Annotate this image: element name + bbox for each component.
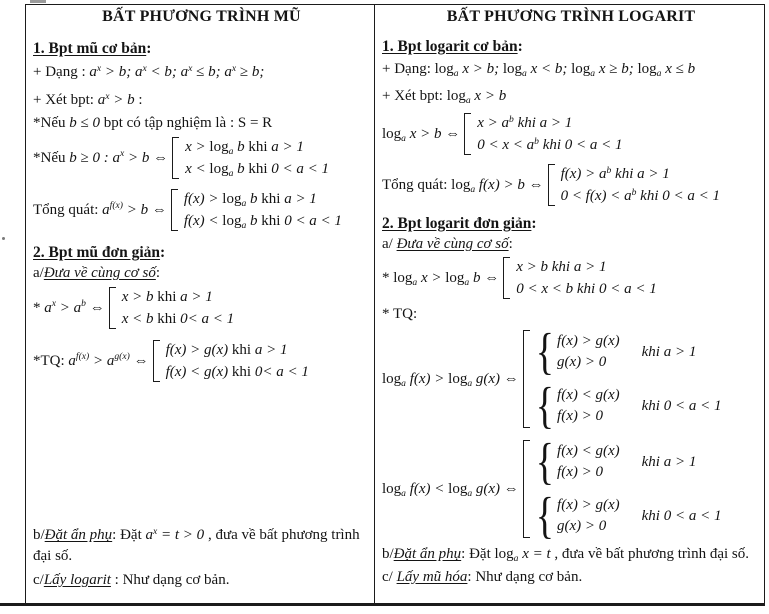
- exp-neu2-math: b ≥ 0 : $a^x > b$ ⇔: [69, 148, 169, 166]
- log-big1-math: $\log_a f(x) > \log_a g(x)$ ⇔: [382, 370, 519, 389]
- log-tq-pre: Tổng quát:: [382, 176, 452, 193]
- exp-samebase-rows: [122, 286, 234, 330]
- case-row: f(x) < g(x): [557, 387, 620, 403]
- exponential-column-title: BẤT PHƯƠNG TRÌNH MŨ: [102, 8, 301, 25]
- cases-bracket: [172, 137, 179, 179]
- log-basic-math: $\log_a x > b$ ⇔: [382, 125, 461, 144]
- exp-method-a-label: Đưa về cùng cơ số: [43, 265, 156, 281]
- page-bottom-rule: [0, 603, 765, 606]
- condition-group: [535, 377, 722, 435]
- exp-forms-label: + Dạng :: [33, 64, 90, 80]
- exponential-column: [26, 5, 375, 604]
- case-row: f(x) > 0: [557, 408, 603, 424]
- exp-method-b-tail: , đưa về bất phương trình đại số.: [33, 527, 360, 564]
- exp-section2-heading: [33, 242, 370, 263]
- log-big1-groups: [535, 323, 722, 435]
- exp-method-b-label: Đặt ẩn phụ: [44, 527, 113, 543]
- condition-label: khi 0 < a < 1: [641, 397, 722, 414]
- exp-basic-cases: [33, 136, 370, 180]
- log-big-cases-lt: [382, 433, 760, 545]
- system-brace: {: [535, 323, 555, 381]
- exp-method-c-label: Lấy logarit: [43, 572, 111, 588]
- condition-label: khi 0 < a < 1: [641, 507, 722, 524]
- case-row: g(x) > 0: [557, 518, 607, 534]
- log-forms-label: + Dạng:: [382, 61, 435, 77]
- exp-neu2-pre: *Nếu: [33, 149, 70, 166]
- exp-basic-cases-rows: [185, 136, 329, 180]
- case-row: f(x) > g(x): [557, 333, 620, 349]
- log-big2-math: $\log_a f(x) < \log_a g(x)$ ⇔: [382, 480, 519, 499]
- exp-neu1-pre: *Nếu: [33, 115, 70, 131]
- cases-bracket: [523, 440, 530, 538]
- log-section2-heading-colon: :: [531, 215, 537, 232]
- exp-tq2-pre: *TQ:: [33, 352, 69, 369]
- case-row: f(x) > g(x) khi a > 1: [165, 342, 288, 358]
- condition-group: [535, 323, 722, 381]
- exp-method-c-line: [33, 570, 370, 591]
- cases-bracket: [109, 287, 116, 329]
- exp-section2-heading-colon: :: [160, 244, 166, 261]
- exp-method-a-line: [33, 263, 370, 284]
- exp-basic-cases-lead: [33, 148, 168, 169]
- exp-method-a-prefix: a/: [33, 265, 44, 281]
- log-method-a-label: Đưa về cùng cơ số: [396, 236, 509, 252]
- exp-forms-math: $a^x > b$; $a^x < b$; $a^x \le b$; $a^x \ge b$;: [89, 62, 265, 80]
- exp-method-b-prefix: b/: [33, 527, 45, 543]
- log-section1-heading: [382, 36, 760, 57]
- log-tq-math: $\log_a f(x) > b$ ⇔: [451, 176, 544, 195]
- log-method-c-label: Lấy mũ hóa: [396, 569, 468, 585]
- inequality-reference-table: [25, 4, 765, 604]
- system-brace: {: [535, 377, 555, 435]
- log-consider-math: $\log_a x > b$: [446, 88, 507, 107]
- log-simple-pre: *: [382, 269, 394, 286]
- condition-group: [535, 433, 722, 491]
- condition-group: [535, 487, 722, 545]
- exp-section2-heading-text: 2. Bpt mũ đơn giản: [33, 244, 161, 261]
- logarithmic-column: [375, 5, 764, 604]
- system-brace: {: [535, 487, 555, 545]
- log-big-cases-gt: [382, 323, 760, 435]
- exp-method-a-colon: :: [155, 265, 160, 281]
- log-general-lead: [382, 175, 544, 196]
- exp-consider-tail: :: [134, 92, 143, 108]
- exp-method-b-math: $a^x = t > 0$: [145, 525, 205, 543]
- exp-method-c-prefix: c/: [33, 572, 44, 588]
- case-row: f(x) > g(x): [557, 497, 620, 513]
- log-forms-line: [382, 59, 760, 80]
- case-row: $f(x) > \log_a b$ khi a > 1: [183, 191, 317, 210]
- log-method-c-line: [382, 567, 760, 588]
- exp-simple-pre: *: [33, 299, 45, 316]
- exp-samebase-cases: [33, 286, 370, 330]
- top-edge-artifact: [30, 0, 46, 3]
- log-method-a-prefix: a/: [382, 236, 397, 252]
- cases-bracket: [523, 330, 530, 428]
- log-section1-heading-colon: :: [517, 38, 523, 55]
- log-section1-heading-text: 1. Bpt logarit cơ bản: [382, 38, 518, 55]
- exp-general-cases-rows: [184, 188, 342, 232]
- exp-samebase-general-cases: [33, 339, 370, 383]
- exp-general-cases: [33, 188, 370, 232]
- exp-case-nonpositive-line: [33, 113, 370, 134]
- log-method-a-line: [382, 234, 760, 255]
- cases-bracket: [503, 257, 510, 299]
- exp-neu1-math: b ≤ 0: [69, 115, 100, 131]
- log-method-b-label: Đặt ẩn phụ: [393, 546, 462, 562]
- cases-bracket: [464, 113, 471, 155]
- exp-method-c-tail: : Như dạng cơ bản.: [110, 572, 230, 588]
- case-row: $f(x) < \log_a b$ khi 0 < a < 1: [183, 213, 342, 232]
- log-general-cases: [382, 163, 760, 207]
- exp-section1-heading-text: 1. Bpt mũ cơ bản: [33, 40, 147, 57]
- case-row: $f(x) > a^b$ khi a > 1: [560, 164, 670, 182]
- log-consider-line: [382, 86, 760, 107]
- case-row: f(x) > 0: [557, 464, 603, 480]
- log-basic-rows: [477, 112, 622, 156]
- case-row: x < b khi 0< a < 1: [121, 311, 235, 327]
- log-samebase-cases: [382, 256, 760, 300]
- log-method-b-math: $\log_a x = t$: [494, 546, 551, 565]
- case-row: $x > a^b$ khi a > 1: [477, 113, 573, 131]
- log-forms-math: $\log_a x > b$; $\log_a x < b$; $\log_a x \ge b$; $\log_a x \le b$: [434, 61, 696, 80]
- cases-bracket: [171, 189, 178, 231]
- left-margin-artifact: [2, 237, 5, 240]
- exp-tq-math: $a^{f(x)} > b$ ⇔: [102, 200, 167, 218]
- exp-method-b-mid: : Đặt: [112, 527, 146, 543]
- log-samebase-rows: [516, 256, 656, 300]
- case-row: x > b khi a > 1: [516, 259, 607, 275]
- case-row: 0 < x < b khi 0 < a < 1: [516, 281, 657, 297]
- case-row: f(x) < g(x): [557, 443, 620, 459]
- log-simple-math: $\log_a x > \log_a b$ ⇔: [393, 269, 500, 288]
- log-method-c-tail: : Như dạng cơ bản.: [467, 569, 583, 585]
- case-row: $x < \log_a b$ khi 0 < a < 1: [185, 161, 330, 180]
- case-row: $0 < x < a^b$ khi 0 < a < 1: [477, 135, 623, 153]
- exp-consider-label: + Xét bpt:: [33, 92, 98, 108]
- exp-tq-pre: Tổng quát:: [33, 201, 103, 218]
- log-big2-groups: [535, 433, 722, 545]
- exp-samebase-lead: [33, 298, 105, 319]
- cases-bracket: [548, 164, 555, 206]
- case-row: f(x) < g(x) khi 0< a < 1: [165, 364, 309, 380]
- log-method-a-colon: :: [508, 236, 513, 252]
- log-consider-label: + Xét bpt:: [382, 88, 447, 104]
- exp-method-b-paragraph: [33, 525, 370, 567]
- exp-simple-math: $a^x > a^b$ ⇔: [44, 298, 105, 316]
- exp-forms-line: [33, 62, 370, 83]
- system-brace: {: [535, 433, 555, 491]
- exp-neu1-tail: bpt có tập nghiệm là : S = R: [99, 115, 273, 131]
- log-basic-cases: [382, 112, 760, 156]
- exp-consider-line: [33, 90, 370, 111]
- case-row: $x > \log_a b$ khi a > 1: [185, 139, 304, 158]
- exp-general-cases-lead: [33, 200, 167, 221]
- exp-section1-heading-colon: :: [146, 40, 152, 57]
- condition-label: khi a > 1: [641, 343, 697, 360]
- log-samebase-lead: [382, 268, 499, 289]
- log-method-b-prefix: b/: [382, 546, 394, 562]
- condition-label: khi a > 1: [641, 453, 697, 470]
- exp-tq2-lead: [33, 351, 149, 372]
- log-method-b-mid: : Đặt: [461, 546, 495, 562]
- log-section2-heading-text: 2. Bpt logarit đơn giản: [382, 215, 532, 232]
- log-tq2-label: * TQ:: [382, 306, 418, 322]
- case-row: g(x) > 0: [557, 354, 607, 370]
- log-method-b-tail: , đưa về bất phương trình đại số.: [550, 546, 749, 562]
- log-method-c-prefix: c/: [382, 569, 397, 585]
- exp-tq2-math: $a^{f(x)} > a^{g(x)}$ ⇔: [68, 351, 149, 369]
- log-method-b-paragraph: [382, 544, 760, 565]
- cases-bracket: [153, 340, 160, 382]
- case-row: $0 < f(x) < a^b$ khi 0 < a < 1: [560, 186, 720, 204]
- log-general-rows: [561, 163, 720, 207]
- exp-section1-heading: [33, 38, 370, 59]
- log-column-title: BẤT PHƯƠNG TRÌNH LOGARIT: [446, 8, 696, 25]
- exp-tq2-rows: [166, 339, 309, 383]
- case-row: x > b khi a > 1: [121, 289, 213, 305]
- log-section2-heading: [382, 213, 760, 234]
- exp-consider-math: $a^x > b$: [97, 90, 135, 108]
